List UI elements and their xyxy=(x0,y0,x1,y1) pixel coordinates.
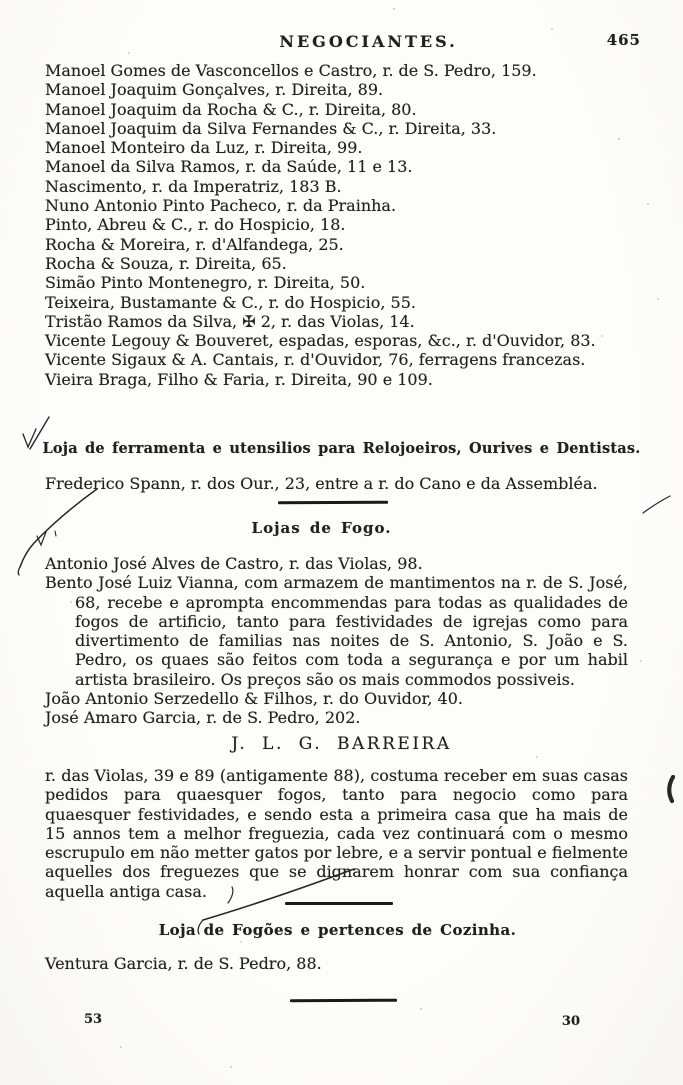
stoves-entry-list xyxy=(45,954,628,973)
directory-entry: Manoel da Silva Ramos, r. da Saúde, 11 e 13. xyxy=(45,157,413,177)
directory-entry: Pinto, Abreu & C., r. do Hospicio, 18. xyxy=(45,215,346,235)
directory-entry: Manoel Monteiro da Luz, r. Direita, 99. xyxy=(45,138,363,158)
directory-entry: Vicente Legouy & Bouveret, espadas, esporas, &c., r. d'Ouvidor, 83. xyxy=(45,331,596,351)
pen-mark-long-stroke xyxy=(18,567,20,575)
directory-entry: Nuno Antonio Pinto Pacheco, r. da Prainha. xyxy=(45,196,397,216)
section-divider-rule xyxy=(278,501,388,504)
signature-mark-right: 30 xyxy=(561,1014,580,1029)
directory-entry: Simão Pinto Montenegro, r. Direita, 50. xyxy=(45,273,366,293)
directory-entry: Manoel Gomes de Vasconcellos e Castro, r. de S. Pedro, 159. xyxy=(45,61,537,80)
directory-entry: Rocha & Moreira, r. d'Alfandega, 25. xyxy=(45,234,344,254)
section-divider-rule xyxy=(290,999,397,1002)
directory-entry: Ventura Garcia, r. de S. Pedro, 88. xyxy=(45,954,322,973)
running-title: NEGOCIANTES. xyxy=(279,32,458,51)
directory-entry: Rocha & Souza, r. Direita, 65. xyxy=(45,253,287,273)
page-number: 465 xyxy=(606,31,641,49)
directory-entry: Antonio José Alves de Castro, r. das Violas, 98. xyxy=(45,554,423,573)
pen-mark-right-stroke xyxy=(643,496,670,513)
signature-mark-left: 53 xyxy=(84,1012,103,1027)
section-heading-tools: Loja de ferramenta e utensilios para Relojoeiros, Ourives e Dentistas. xyxy=(42,440,641,457)
directory-entry: Bento José Luiz Vianna, com armazem de mantimentos na r. de S. José, 68, recebe e aprompta encommendas para todas as qualidades de fogos de artificio, tanto para festividades de igrejas como para divertimento de familias nas noites de S. Antonio, S. João e S. Pedro, os quaes são feitos com toda a segurança e por um habil artista brasileiro. Os preços são os mais commodos possiveis. xyxy=(45,573,628,689)
directory-entry: Vieira Braga, Filho & Faria, r. Direita, 90 e 109. xyxy=(45,369,433,389)
directory-entry: Manoel Joaquim da Silva Fernandes & C., r. Direita, 33. xyxy=(45,118,497,138)
directory-entry: Frederico Spann, r. dos Our., 23, entre a r. do Cano e da Assembléa. xyxy=(45,474,598,493)
directory-entry: Nascimento, r. da Imperatriz, 183 B. xyxy=(45,176,342,196)
section-divider-rule xyxy=(285,902,393,905)
fireworks-entry-list xyxy=(45,554,628,728)
directory-entry: Tristão Ramos da Silva, ✠ 2, r. das Violas, 14. xyxy=(45,311,415,331)
section-heading-stoves: Loja de Fogões e pertences de Cozinha. xyxy=(158,921,517,939)
directory-entry: Vicente Sigaux & A. Cantais, r. d'Ouvidor, 76, ferragens francezas. xyxy=(45,350,586,370)
directory-entry: Teixeira, Bustamante & C., r. do Hospicio, 55. xyxy=(45,292,416,312)
merchant-directory-list xyxy=(45,61,628,389)
paper-specks xyxy=(0,0,2,2)
advertisement-heading: J. L. G. BARREIRA xyxy=(231,734,452,754)
directory-entry: José Amaro Garcia, r. de S. Pedro, 202. xyxy=(45,708,361,728)
directory-entry: Manoel Joaquim da Rocha & C., r. Direita, 80. xyxy=(45,99,417,119)
directory-entry: João Antonio Serzedello & Filhos, r. do Ouvidor, 40. xyxy=(45,689,463,709)
ink-blob-right-edge xyxy=(669,777,673,801)
advertisement-body: r. das Violas, 39 e 89 (antigamente 88), costuma receber em suas casas pedidos para quaesquer fogos, tanto para negocio como para quaesquer festividades, e sendo esta a primeira casa que ha mais de 15 annos tem a melhor freguezia, cada vez continuará com o mesmo escrupulo em não metter gatos por lebre, e a servir pontual e fielmente aquelles dos freguezes que se dignarem honrar com sua confiança aquella antiga casa. xyxy=(45,766,628,901)
directory-entry: Manoel Joaquim Gonçalves, r. Direita, 89. xyxy=(45,80,384,100)
section-heading-fireworks: Lojas de Fogo. xyxy=(251,519,392,537)
tools-entry-list xyxy=(45,474,628,493)
